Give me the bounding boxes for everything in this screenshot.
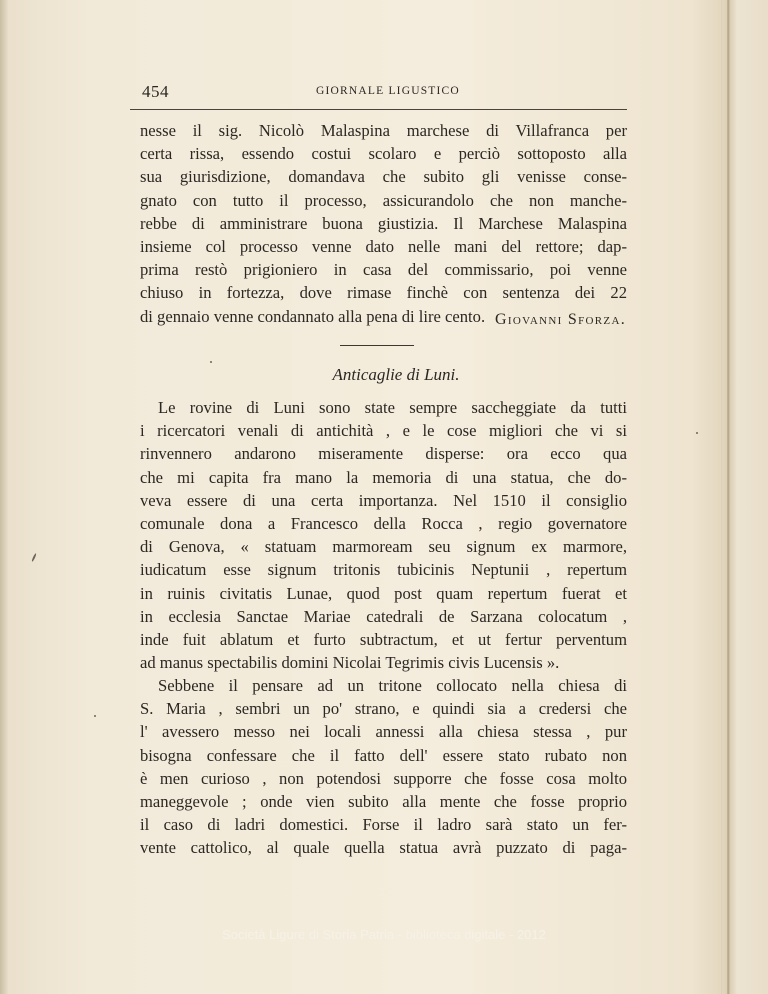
text-line: inde fuit ablatum et furto subtractum, et ut fertur perventum <box>140 629 627 649</box>
text-line: rinvennero andarono miseramente disperse: ora ecco qua <box>140 444 627 464</box>
page-number: 454 <box>142 82 169 101</box>
page-left-edge <box>0 0 8 994</box>
text-line: iudicatum esse signum tritonis tubicinis Neptunii , repertum <box>140 560 627 580</box>
text-line: in ecclesia Sanctae Mariae catedrali de Sarzana colocatum , <box>140 606 627 626</box>
text-line: che mi capita fra mano la memoria di una statua, che do- <box>140 467 627 487</box>
article-end-text <box>140 119 627 328</box>
text-line: certa rissa, essendo costui scolaro e perciò sottoposto alla <box>140 144 627 164</box>
page-fold-line <box>727 0 730 994</box>
section-title: Anticaglie di Luni. <box>332 365 460 384</box>
text-line: di gennaio venne condannato alla pena di lire cento. <box>140 306 486 326</box>
text-line: comunale dona a Francesco della Rocca , regio governatore <box>140 513 627 533</box>
running-head: GIORNALE LIGUSTICO <box>316 85 460 97</box>
scan-speck <box>94 715 96 717</box>
text-line: gnato con tutto il processo, assicurandolo che non manche- <box>140 190 627 210</box>
text-line: i ricercatori venali di antichità , e le cose migliori che vi si <box>140 421 627 441</box>
text-line: maneggevole ; onde vien subito alla mente che fosse proprio <box>140 791 627 811</box>
scan-speck <box>696 432 698 434</box>
text-line: in ruinis civitatis Lunae, quod post quam repertum fuerat et <box>140 583 627 603</box>
text-line: bisogna confessare che il fatto dell' essere stato rubato non <box>140 745 627 765</box>
page-header <box>130 82 625 104</box>
author-signature: Giovanni Sforza. <box>495 311 626 328</box>
text-line: di Genova, « statuam marmoream seu signum ex marmore, <box>140 537 627 557</box>
page-fold-shadow <box>721 0 722 994</box>
text-line: vente cattolico, al quale quella statua avrà puzzato di paga- <box>140 838 627 858</box>
library-watermark: Società Ligure di Storia Patria - biblioteca digitale - 2012 <box>222 927 546 942</box>
section-separator <box>340 345 414 346</box>
text-line: chiuso in fortezza, dove rimase finchè con sentenza dei 22 <box>140 283 627 303</box>
text-line: rebbe di amministrare buona giustizia. Il Marchese Malaspina <box>140 213 627 233</box>
text-line: ad manus spectabilis domini Nicolai Tegrimis civis Lucensis ». <box>140 653 560 673</box>
text-line: S. Maria , sembri un po' strano, e quindi sia a credersi che <box>140 699 627 719</box>
text-line: Le rovine di Luni sono state sempre saccheggiate da tutti <box>158 398 627 417</box>
text-line: insieme col processo venne dato nelle mani del rettore; dap- <box>140 236 627 256</box>
scan-speck <box>210 361 212 363</box>
paragraph-1 <box>140 396 627 674</box>
text-line: sua giurisdizione, domandava che subito gli venisse conse- <box>140 167 627 187</box>
text-line: è men curioso , non potendosi supporre che fosse cosa molto <box>140 768 627 788</box>
text-line: nesse il sig. Nicolò Malaspina marchese di Villafranca per <box>140 121 627 140</box>
text-line: il caso di ladri domestici. Forse il ladro sarà stato un fer- <box>140 815 627 835</box>
text-line: prima restò prigioniero in casa del commissario, poi venne <box>140 260 627 280</box>
text-line: l' avessero messo nei locali annessi alla chiesa stessa , pur <box>140 722 627 742</box>
text-line: veva essere di una certa importanza. Nel 1510 il consiglio <box>140 490 627 510</box>
header-rule <box>130 109 627 110</box>
paragraph-2 <box>140 674 627 860</box>
text-line: Sebbene il pensare ad un tritone collocato nella chiesa di <box>158 676 627 695</box>
